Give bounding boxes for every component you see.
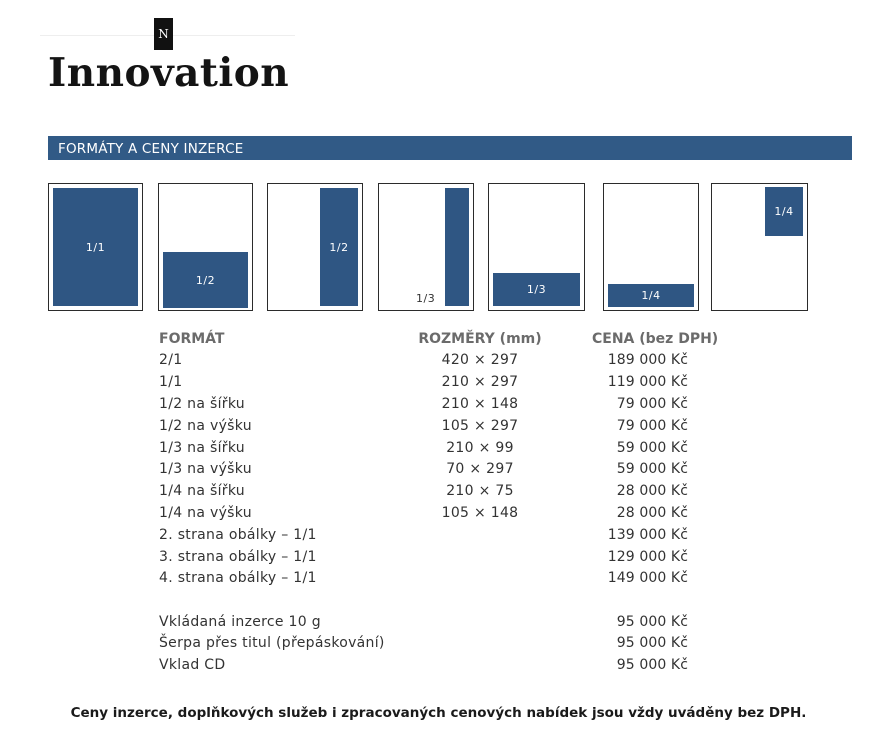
row-price: 95 000 Kč	[616, 614, 688, 630]
row-format: 1/4 na šířku	[159, 483, 245, 499]
row-format: 1/4 na výšku	[159, 505, 252, 521]
row-format: 2/1	[159, 352, 183, 368]
row-price: 95 000 Kč	[616, 657, 688, 673]
format-block: 1/3	[493, 273, 580, 306]
table-row	[0, 374, 877, 396]
logo-mark-icon	[154, 18, 173, 50]
format-block-label: 1/3	[416, 292, 436, 305]
format-block: 1/4	[608, 284, 694, 307]
row-format: 3. strana obálky – 1/1	[159, 549, 317, 565]
column-header-format: FORMÁT	[159, 331, 225, 347]
row-format: Vklad CD	[159, 657, 226, 673]
row-price: 79 000 Kč	[616, 418, 688, 434]
row-size: 70 × 297	[446, 461, 514, 477]
format-block: 1/1	[53, 188, 138, 306]
row-price: 28 000 Kč	[616, 483, 688, 499]
table-row	[0, 396, 877, 418]
logo-glyph: N	[158, 27, 169, 41]
row-price: 95 000 Kč	[616, 635, 688, 651]
row-size: 210 × 75	[446, 483, 514, 499]
format-block	[445, 188, 469, 306]
format-thumb-1-2-landscape	[158, 183, 253, 311]
brand-title: Innovation	[48, 50, 290, 96]
row-price: 149 000 Kč	[607, 570, 688, 586]
row-format: 1/3 na šířku	[159, 440, 245, 456]
row-format: Vkládaná inzerce 10 g	[159, 614, 321, 630]
row-size: 210 × 148	[441, 396, 519, 412]
format-thumb-1-3-landscape	[488, 183, 585, 311]
section-title-band: FORMÁTY A CENY INZERCE	[48, 136, 852, 160]
table-row	[0, 418, 877, 440]
row-format: 1/3 na výšku	[159, 461, 252, 477]
row-price: 28 000 Kč	[616, 505, 688, 521]
format-block: 1/4	[765, 187, 803, 236]
row-size: 105 × 148	[441, 505, 519, 521]
row-size: 420 × 297	[441, 352, 519, 368]
row-format: 1/2 na šířku	[159, 396, 245, 412]
format-thumb-1-4-portrait	[711, 183, 808, 311]
row-price: 59 000 Kč	[616, 461, 688, 477]
table-row	[0, 440, 877, 462]
row-size: 105 × 297	[441, 418, 519, 434]
column-header-price: CENA (bez DPH)	[592, 331, 719, 347]
table-row-extra	[0, 657, 877, 679]
row-format: 4. strana obálky – 1/1	[159, 570, 317, 586]
table-row	[0, 570, 877, 592]
format-thumb-1-2-portrait	[267, 183, 363, 311]
table-row	[0, 461, 877, 483]
format-thumb-1-1	[48, 183, 143, 311]
table-row-extra	[0, 614, 877, 636]
table-row	[0, 527, 877, 549]
row-size: 210 × 297	[441, 374, 519, 390]
row-format: 1/2 na výšku	[159, 418, 252, 434]
row-price: 59 000 Kč	[616, 440, 688, 456]
row-format: 1/1	[159, 374, 183, 390]
row-price: 119 000 Kč	[607, 374, 688, 390]
row-price: 139 000 Kč	[607, 527, 688, 543]
table-row-extra	[0, 635, 877, 657]
table-row	[0, 505, 877, 527]
row-size: 210 × 99	[446, 440, 514, 456]
row-price: 189 000 Kč	[607, 352, 688, 368]
row-format: Šerpa přes titul (přepáskování)	[159, 635, 385, 651]
format-block: 1/2	[320, 188, 358, 306]
table-row	[0, 483, 877, 505]
table-row	[0, 549, 877, 571]
format-thumb-1-4-landscape	[603, 183, 699, 311]
table-row	[0, 352, 877, 374]
row-format: 2. strana obálky – 1/1	[159, 527, 317, 543]
column-header-size: ROZMĚRY (mm)	[418, 331, 542, 347]
row-price: 129 000 Kč	[607, 549, 688, 565]
footer-note: Ceny inzerce, doplňkových služeb i zpracovaných cenových nabídek jsou vždy uváděny bez DPH.	[70, 705, 807, 721]
row-price: 79 000 Kč	[616, 396, 688, 412]
format-thumb-1-3-portrait	[378, 183, 474, 311]
format-block: 1/2	[163, 252, 248, 308]
